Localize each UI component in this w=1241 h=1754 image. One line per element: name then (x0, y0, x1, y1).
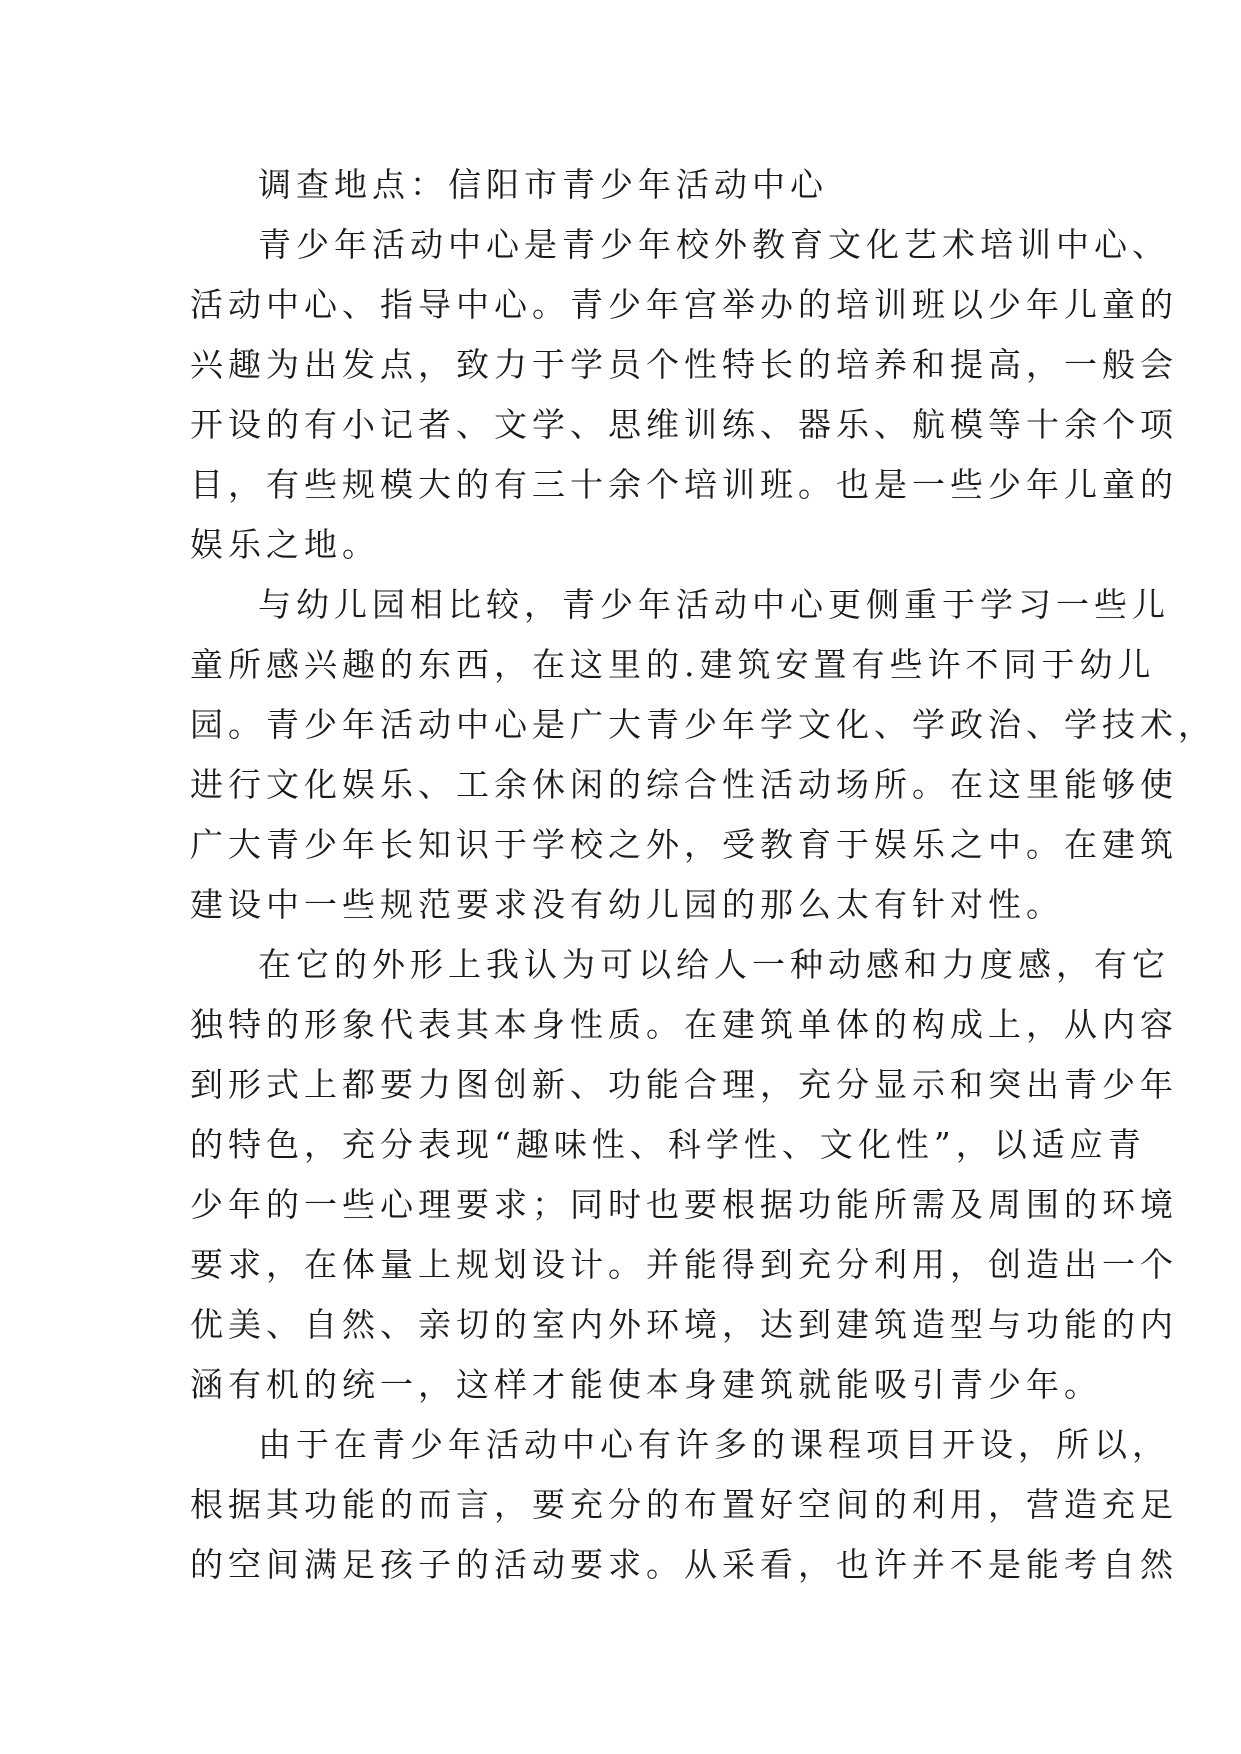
paragraph-line: 独特的形象代表其本身性质。在建筑单体的构成上，从内容 (190, 1005, 1178, 1044)
paragraph-line: 少年的一些心理要求；同时也要根据功能所需及周围的环境 (190, 1185, 1178, 1224)
paragraph-line: 由于在青少年活动中心有许多的课程项目开设，所以， (258, 1425, 1170, 1464)
paragraph-line: 园。青少年活动中心是广大青少年学文化、学政治、学技术， (190, 705, 1216, 744)
paragraph-line: 根据其功能的而言，要充分的布置好空间的利用，营造充足 (190, 1485, 1178, 1524)
paragraph-line: 童所感兴趣的东西，在这里的.建筑安置有些许不同于幼儿 (190, 645, 1156, 684)
paragraph-line: 进行文化娱乐、工余休闲的综合性活动场所。在这里能够使 (190, 765, 1178, 804)
document-body (190, 155, 1216, 1595)
paragraph-line: 的特色，充分表现“趣味性、科学性、文化性”，以适应青 (190, 1125, 1146, 1164)
paragraph-line: 青少年活动中心是青少年校外教育文化艺术培训中心、 (258, 225, 1170, 264)
paragraph-line: 的空间满足孩子的活动要求。从采看，也许并不是能考自然 (190, 1545, 1178, 1584)
paragraph-line: 兴趣为出发点，致力于学员个性特长的培养和提高，一般会 (190, 345, 1178, 384)
paragraph-line: 与幼儿园相比较，青少年活动中心更侧重于学习一些儿 (258, 585, 1170, 624)
paragraph-line: 目，有些规模大的有三十余个培训班。也是一些少年儿童的 (190, 465, 1178, 504)
paragraph-line: 优美、自然、亲切的室内外环境，达到建筑造型与功能的内 (190, 1305, 1178, 1344)
paragraph-line: 娱乐之地。 (190, 525, 380, 564)
paragraph-line: 涵有机的统一，这样才能使本身建筑就能吸引青少年。 (190, 1365, 1102, 1404)
paragraph-line: 建设中一些规范要求没有幼儿园的那么太有针对性。 (190, 885, 1064, 924)
paragraph-line: 在它的外形上我认为可以给人一种动感和力度感，有它 (258, 945, 1170, 984)
paragraph-line: 广大青少年长知识于学校之外，受教育于娱乐之中。在建筑 (190, 825, 1178, 864)
paragraph-line: 要求，在体量上规划设计。并能得到充分利用，创造出一个 (190, 1245, 1178, 1284)
paragraph-line: 调查地点：信阳市青少年活动中心 (258, 165, 828, 204)
paragraph-line: 开设的有小记者、文学、思维训练、器乐、航模等十余个项 (190, 405, 1178, 444)
paragraph-line: 到形式上都要力图创新、功能合理，充分显示和突出青少年 (190, 1065, 1178, 1104)
paragraph-line: 活动中心、指导中心。青少年宫举办的培训班以少年儿童的 (190, 285, 1178, 324)
